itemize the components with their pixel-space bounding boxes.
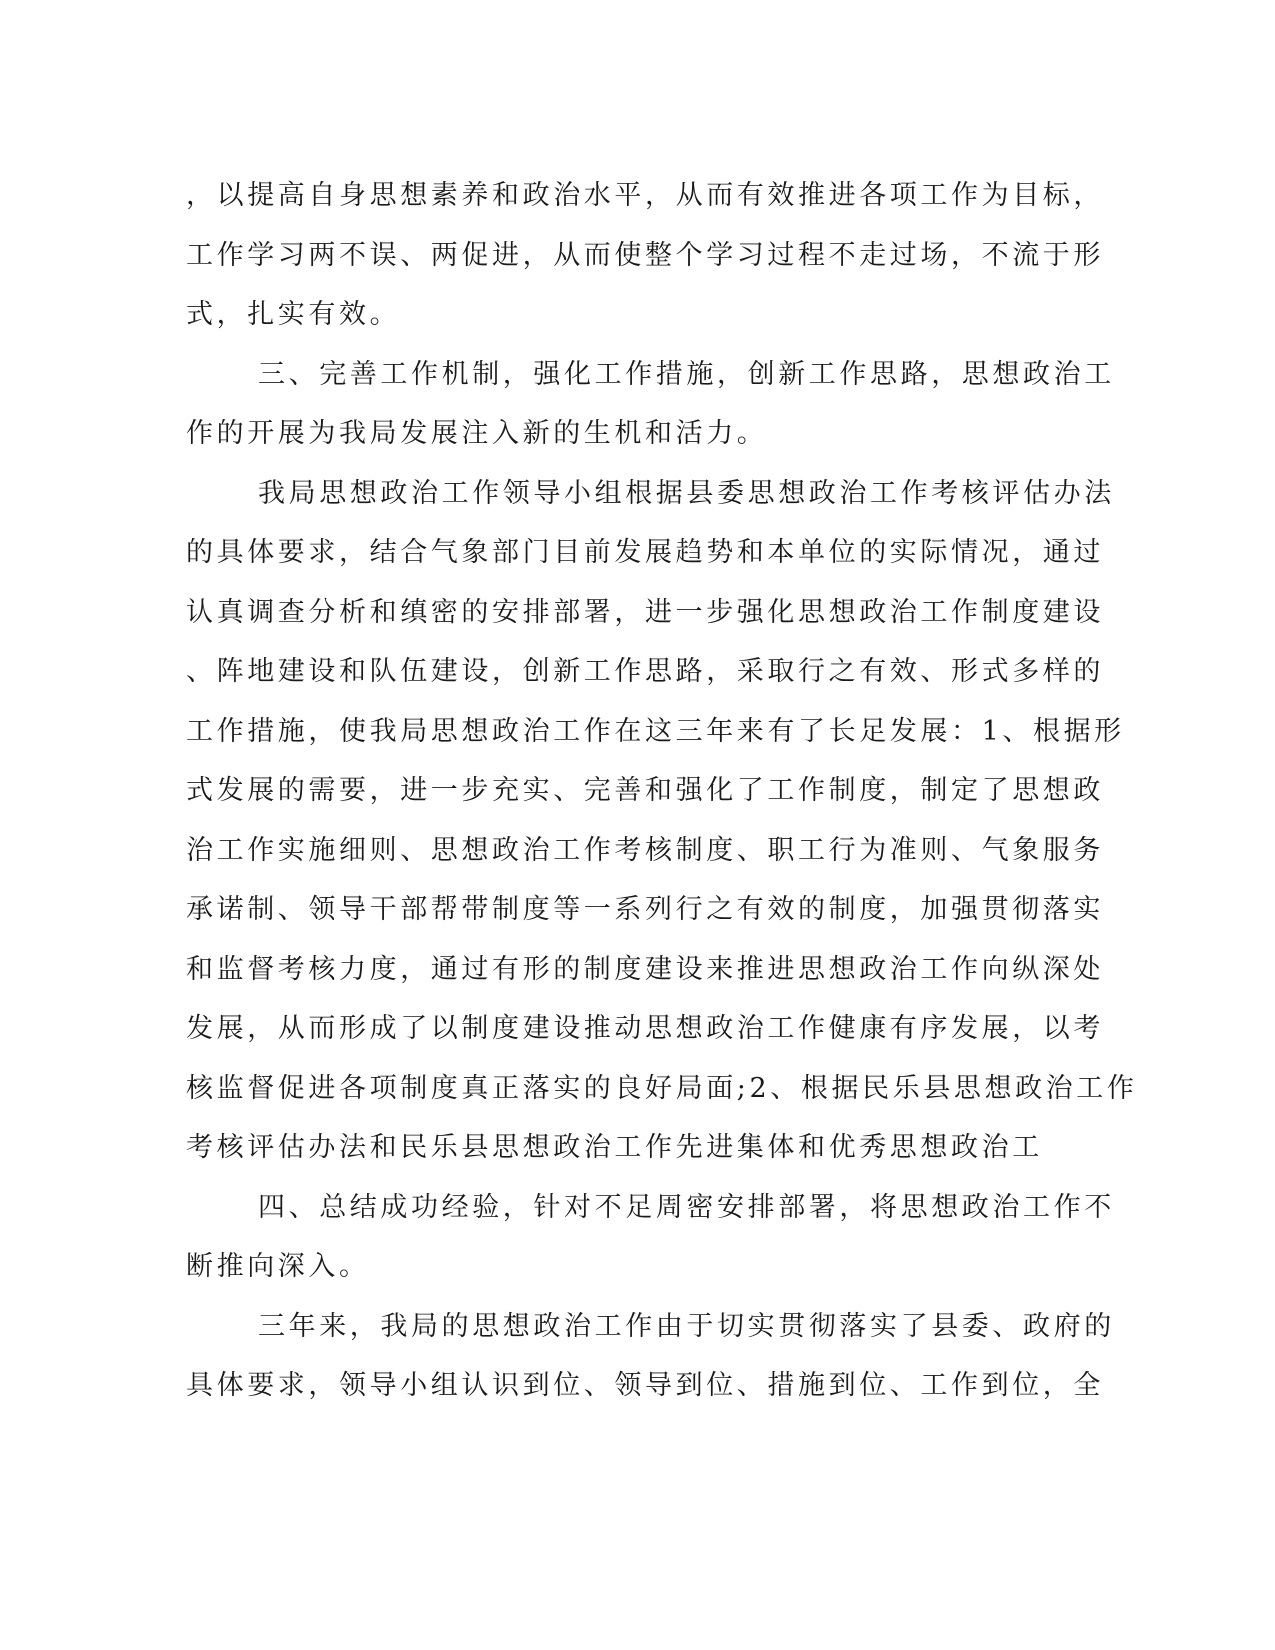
- paragraph: [186, 166, 1104, 345]
- text-line: 断推向深入。: [186, 1251, 370, 1282]
- paragraph-heading-four: [186, 1178, 1115, 1297]
- text-line: 、阵地建设和队伍建设，创新工作思路，采取行之有效、形式多样的: [186, 656, 1104, 687]
- document-body: [186, 166, 1138, 1416]
- text-line: 核监督促进各项制度真正落实的良好局面;2、根据民乐县思想政治工作: [186, 1072, 1138, 1104]
- paragraph: [186, 464, 1138, 1178]
- text-line: 承诺制、领导干部帮带制度等一系列行之有效的制度，加强贯彻落实: [186, 894, 1104, 925]
- text-line: 工作学习两不误、两促进，从而使整个学习过程不走过场，不流于形: [186, 239, 1104, 271]
- text-line: 发展，从而形成了以制度建设推动思想政治工作健康有序发展，以考: [186, 1013, 1104, 1044]
- text-line: ，以提高自身思想素养和政治水平，从而有效推进各项工作为目标，: [186, 180, 1104, 211]
- text-line: 三、完善工作机制，强化工作措施，创新工作思路，思想政治工: [258, 358, 1115, 390]
- text-line: 式，扎实有效。: [186, 299, 401, 330]
- text-line: 三年来，我局的思想政治工作由于切实贯彻落实了县委、政府的: [258, 1310, 1115, 1342]
- paragraph: [186, 1297, 1115, 1416]
- text-line: 具体要求，领导小组认识到位、领导到位、措施到位、工作到位，全: [186, 1370, 1104, 1401]
- text-line: 治工作实施细则、思想政治工作考核制度、职工行为准则、气象服务: [186, 834, 1104, 866]
- text-line: 的具体要求，结合气象部门目前发展趋势和本单位的实际情况，通过: [186, 537, 1104, 568]
- text-line: 我局思想政治工作领导小组根据县委思想政治工作考核评估办法: [258, 477, 1115, 509]
- text-line: 四、总结成功经验，针对不足周密安排部署，将思想政治工作不: [258, 1191, 1115, 1223]
- text-line: 和监督考核力度，通过有形的制度建设来推进思想政治工作向纵深处: [186, 953, 1104, 985]
- paragraph-heading-three: [186, 345, 1115, 464]
- text-line: 作的开展为我局发展注入新的生机和活力。: [186, 418, 768, 449]
- text-line: 工作措施，使我局思想政治工作在这三年来有了长足发展：1、根据形: [186, 715, 1125, 747]
- text-line: 认真调查分析和缜密的安排部署，进一步强化思想政治工作制度建设: [186, 596, 1104, 628]
- text-line: 式发展的需要，进一步充实、完善和强化了工作制度，制定了思想政: [186, 775, 1104, 806]
- text-line: 考核评估办法和民乐县思想政治工作先进集体和优秀思想政治工: [186, 1132, 1043, 1163]
